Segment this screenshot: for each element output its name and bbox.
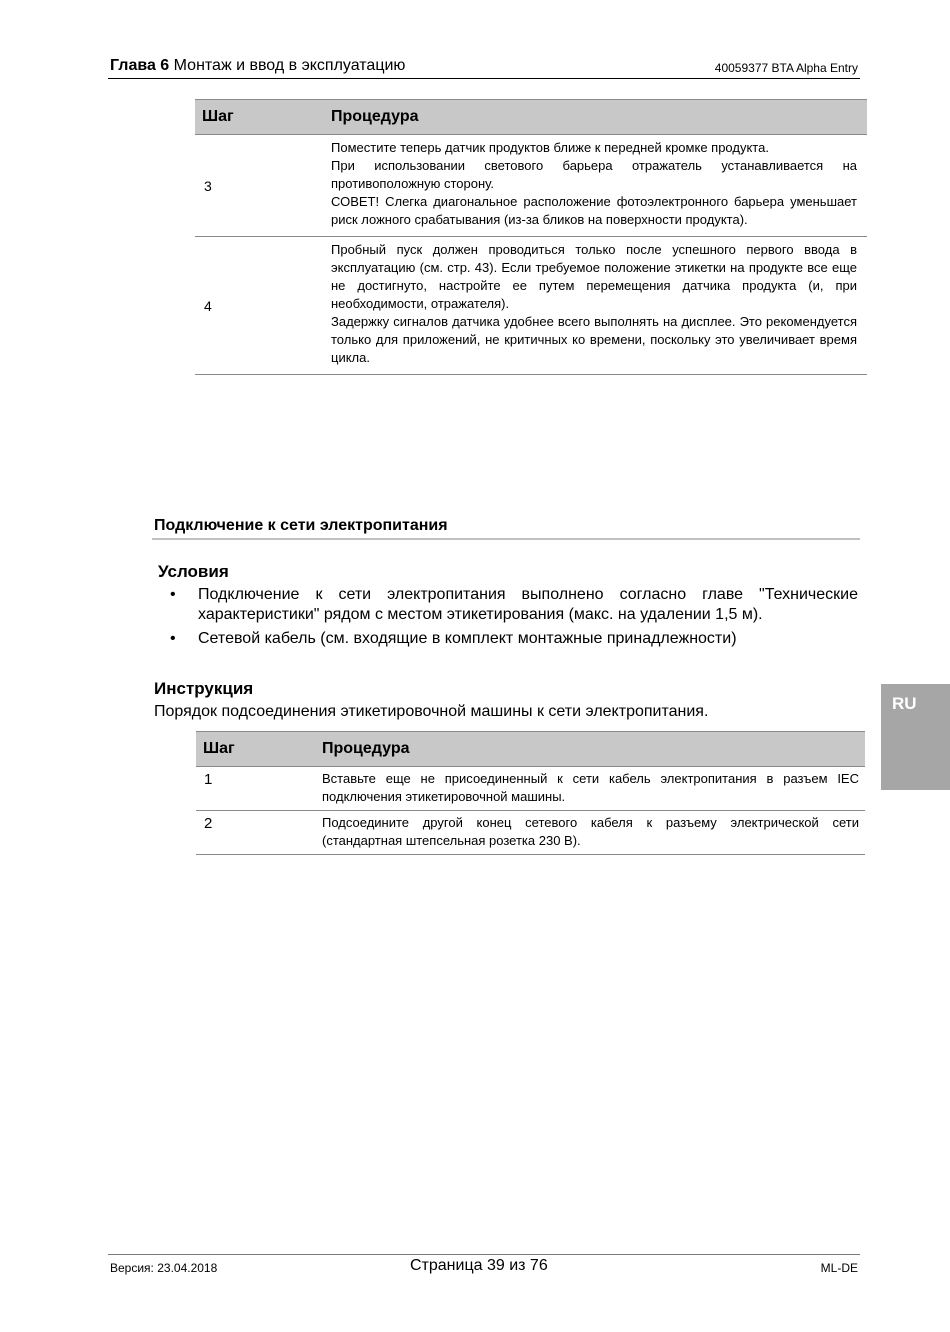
table-row (196, 811, 865, 855)
footer-version: Версия: 23.04.2018 (110, 1261, 218, 1275)
document-id: 40059377 BTA Alpha Entry (714, 61, 858, 75)
list-item (154, 629, 858, 649)
conditions-heading: Условия (158, 562, 229, 581)
footer-page-number: Страница 39 из 76 (410, 1257, 548, 1274)
chapter-title: Монтаж и ввод в эксплуатацию (173, 57, 406, 74)
chapter-heading (110, 57, 405, 75)
instructions-heading: Инструкция (154, 679, 254, 698)
language-tab (881, 684, 950, 790)
conditions-list (154, 585, 858, 653)
section-title: Подключение к сети электропитания (154, 517, 448, 534)
table-header-row (196, 732, 865, 767)
procedure-paragraph: При использовании светового барьера отражатель устанавливается на противоположную сторону. (331, 158, 857, 191)
procedure-text: Подсоедините другой конец сетевого кабеля к разъему электрической сети (стандартная штепсельная розетка 230 В). (322, 811, 865, 855)
list-item-text: Подключение к сети электропитания выполнено согласно главе "Технические характеристики" рядом с местом этикетирования (макс. на удалении 1,5 м). (198, 586, 858, 623)
footer-code: ML-DE (820, 1261, 858, 1275)
procedure-text (331, 237, 867, 375)
table-row (195, 135, 867, 237)
table-row (196, 767, 865, 811)
column-header-procedure: Процедура (322, 732, 865, 767)
footer-divider (108, 1254, 860, 1255)
header-divider (108, 78, 860, 79)
table-row (195, 237, 867, 375)
column-header-step: Шаг (195, 100, 331, 135)
list-item-text: Сетевой кабель (см. входящие в комплект монтажные принадлежности) (198, 630, 737, 647)
language-tab-label: RU (892, 694, 917, 713)
bullet-icon: • (170, 630, 176, 647)
procedure-paragraph: Задержку сигналов датчика удобнее всего выполнять на дисплее. Это рекомендуется только для приложений, не критичных ко времени, поскольку это увеличивает время цикла. (331, 314, 857, 365)
section-divider (152, 538, 860, 540)
procedure-paragraph: СОВЕТ! Слегка диагональное расположение фотоэлектронного барьера уменьшает риск ложного срабатывания (из-за бликов на поверхности продукта). (331, 194, 857, 227)
step-number: 3 (195, 135, 331, 237)
step-number: 4 (195, 237, 331, 375)
procedure-table-1 (195, 99, 867, 375)
column-header-step: Шаг (196, 732, 322, 767)
instructions-intro: Порядок подсоединения этикетировочной машины к сети электропитания. (154, 703, 709, 720)
procedure-table-2 (196, 731, 865, 855)
procedure-text: Вставьте еще не присоединенный к сети кабель электропитания в разъем IEC подключения этикетировочной машины. (322, 767, 865, 811)
step-number: 1 (196, 767, 322, 811)
bullet-icon: • (170, 586, 176, 603)
step-number: 2 (196, 811, 322, 855)
procedure-paragraph: Поместите теперь датчик продуктов ближе к передней кромке продукта. (331, 140, 769, 155)
list-item (154, 585, 858, 625)
column-header-procedure: Процедура (331, 100, 867, 135)
procedure-text (331, 135, 867, 237)
procedure-paragraph: Пробный пуск должен проводиться только после успешного первого ввода в эксплуатацию (см. стр. 43). Если требуемое положение этикетки на продукте все еще не достигнуто, настройте ее путем перемещения датчика продукта (и, при необходимости, отражателя). (331, 242, 857, 311)
table-header-row (195, 100, 867, 135)
chapter-label: Глава 6 (110, 57, 170, 74)
